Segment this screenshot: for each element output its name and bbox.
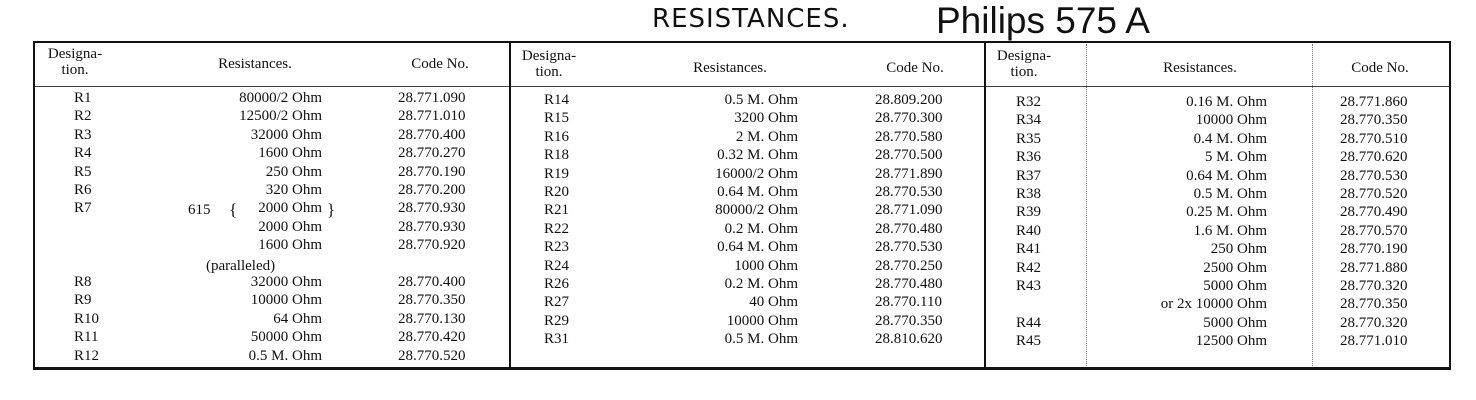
code-cell: 28.770.350 <box>398 292 466 309</box>
designation-cell: R44 <box>1016 314 1042 331</box>
code-cell: 28.770.930 <box>398 218 466 235</box>
designation-cell: R32 <box>1016 94 1042 110</box>
designation-cell: R40 <box>1016 222 1042 239</box>
header-designation-text: Designa- tion. <box>996 48 1052 80</box>
code-cell: 28.770.500 <box>875 147 943 164</box>
code-cell: 28.770.400 <box>398 126 466 143</box>
resistance-cell: 16000/2 Ohm <box>715 165 798 182</box>
code-cell: 28.770.530 <box>1340 167 1408 184</box>
column-rule <box>1312 44 1313 366</box>
code-cell: 28.770.350 <box>1340 112 1408 129</box>
resistance-cell: 32000 Ohm <box>250 126 322 143</box>
designation-cell: R35 <box>1016 130 1042 147</box>
page-title: RESISTANCES. <box>652 4 850 34</box>
resistance-cell: 2 M. Ohm <box>735 128 798 145</box>
header-code: Code No. <box>411 56 469 72</box>
resistance-cell: 1.6 M. Ohm <box>1193 222 1267 239</box>
code-cell: 28.770.320 <box>1340 278 1408 294</box>
resistance-cell: 5000 Ohm <box>1203 278 1267 294</box>
resistance-cell: 1600 Ohm <box>258 237 322 254</box>
code-cell: 28.770.520 <box>398 347 466 364</box>
designation-cell: R23 <box>544 239 570 256</box>
header-rule-1 <box>35 86 509 87</box>
code-cell: 28.770.520 <box>1340 186 1408 202</box>
designation-cell: R4 <box>74 145 92 162</box>
resistance-cell: 40 Ohm <box>749 294 798 311</box>
brace-icon: { <box>229 200 238 219</box>
header-resistances: Resistances. <box>218 56 292 72</box>
designation-cell: R42 <box>1016 259 1042 276</box>
designation-cell: R22 <box>544 220 570 237</box>
resistance-cell: 50000 Ohm <box>250 329 322 346</box>
resistance-cell: 0.5 M. Ohm <box>1193 186 1267 202</box>
resistance-cell: 12500/2 Ohm <box>239 108 322 125</box>
designation-cell: R5 <box>74 163 92 180</box>
code-cell: 28.770.480 <box>875 220 943 237</box>
code-cell: 28.770.510 <box>1340 130 1408 147</box>
model-title: Philips 575 A <box>936 0 1150 41</box>
resistance-cell: 0.5 M. Ohm <box>724 92 798 108</box>
code-cell: 28.770.490 <box>1340 204 1408 221</box>
designation-cell: R29 <box>544 312 570 329</box>
designation-cell: R37 <box>1016 167 1042 184</box>
designation-cell: R10 <box>74 310 100 327</box>
code-cell: 28.770.190 <box>1340 241 1408 258</box>
header-resistances: Resistances. <box>1163 60 1237 76</box>
code-cell: 28.809.200 <box>875 92 943 108</box>
designation-cell: R34 <box>1016 112 1042 129</box>
resistance-cell: 0.64 M. Ohm <box>717 239 798 256</box>
resistance-cell: 0.32 M. Ohm <box>717 147 798 164</box>
designation-cell: R1 <box>74 90 92 106</box>
code-cell: 28.770.130 <box>398 310 466 327</box>
panel-divider-2 <box>984 41 986 370</box>
code-cell: 28.770.300 <box>875 110 943 127</box>
resistance-cell: 0.2 M. Ohm <box>724 220 798 237</box>
resistance-cell: 2500 Ohm <box>1203 259 1267 276</box>
resistance-cell: 0.64 M. Ohm <box>717 184 798 200</box>
resistance-cell: 5000 Ohm <box>1203 314 1267 331</box>
code-cell: 28.770.930 <box>398 200 466 217</box>
designation-cell: R20 <box>544 184 570 200</box>
designation-cell: R26 <box>544 276 570 292</box>
code-cell: 28.770.530 <box>875 184 943 200</box>
resistance-cell: 1000 Ohm <box>734 257 798 274</box>
designation-cell: R6 <box>74 182 92 198</box>
resistance-cell: 80000/2 Ohm <box>239 90 322 106</box>
resistance-cell: 32000 Ohm <box>250 274 322 290</box>
header-rule-2 <box>511 86 984 87</box>
resistance-cell: 10000 Ohm <box>1195 112 1267 129</box>
header-designation <box>993 48 1055 80</box>
header-designation-text: Designa- tion. <box>47 46 103 78</box>
column-rule <box>1086 44 1087 366</box>
resistance-cell: 12500 Ohm <box>1195 333 1267 350</box>
resistance-cell: 250 Ohm <box>265 163 322 180</box>
code-cell: 28.771.010 <box>1340 333 1408 350</box>
resistance-cell: 0.64 M. Ohm <box>1186 167 1267 184</box>
code-cell: 28.771.010 <box>398 108 466 125</box>
resistance-cell: 0.2 M. Ohm <box>724 276 798 292</box>
code-cell: 28.770.400 <box>398 274 466 290</box>
code-cell: 28.771.090 <box>398 90 466 106</box>
designation-cell: R9 <box>74 292 92 309</box>
code-cell: 28.770.920 <box>398 237 466 254</box>
code-cell: 28.771.880 <box>1340 259 1408 276</box>
code-cell: 28.770.420 <box>398 329 466 346</box>
code-cell: 28.770.350 <box>1340 296 1408 313</box>
designation-cell: R11 <box>74 329 99 346</box>
code-cell: 28.770.110 <box>875 294 942 311</box>
designation-cell: R31 <box>544 331 570 348</box>
designation-cell: R24 <box>544 257 570 274</box>
r7-prefix: 615 <box>188 202 211 218</box>
designation-cell: R36 <box>1016 149 1042 166</box>
designation-cell: R7 <box>74 200 92 217</box>
code-cell: 28.810.620 <box>875 331 943 348</box>
code-cell: 28.770.620 <box>1340 149 1408 166</box>
resistance-cell: 2000 Ohm <box>258 200 322 217</box>
resistance-cell: 1600 Ohm <box>258 145 322 162</box>
code-cell: 28.770.200 <box>398 182 466 198</box>
resistance-cell: 3200 Ohm <box>734 110 798 127</box>
designation-cell: R14 <box>544 92 570 108</box>
panel-divider-1 <box>509 41 511 370</box>
header-designation <box>44 46 106 78</box>
resistance-cell: 0.25 M. Ohm <box>1186 204 1267 221</box>
code-cell: 28.770.530 <box>875 239 943 256</box>
code-cell: 28.770.480 <box>875 276 943 292</box>
designation-cell: R38 <box>1016 186 1042 202</box>
designation-cell: R15 <box>544 110 570 127</box>
designation-cell: R43 <box>1016 278 1042 294</box>
designation-cell: R18 <box>544 147 570 164</box>
resistance-cell: 320 Ohm <box>265 182 322 198</box>
designation-cell: R16 <box>544 128 570 145</box>
resistance-cell: 10000 Ohm <box>726 312 798 329</box>
designation-cell: R19 <box>544 165 570 182</box>
resistance-cell: 2000 Ohm <box>258 218 322 235</box>
designation-cell: R12 <box>74 347 100 364</box>
code-cell: 28.770.350 <box>875 312 943 329</box>
resistance-cell: 10000 Ohm <box>250 292 322 309</box>
resistance-cell: or 2x 10000 Ohm <box>1160 296 1267 313</box>
code-cell: 28.770.250 <box>875 257 943 274</box>
designation-cell: R2 <box>74 108 92 125</box>
header-code: Code No. <box>886 60 944 76</box>
code-cell: 28.771.090 <box>875 202 943 219</box>
code-cell: 28.770.580 <box>875 128 943 145</box>
code-cell: 28.770.570 <box>1340 222 1408 239</box>
designation-cell: R8 <box>74 274 92 290</box>
resistance-cell: 80000/2 Ohm <box>715 202 798 219</box>
designation-cell: R3 <box>74 126 92 143</box>
code-cell: 28.770.320 <box>1340 314 1408 331</box>
header-rule-3 <box>986 86 1449 87</box>
brace-icon: } <box>327 200 336 219</box>
designation-cell: R45 <box>1016 333 1042 350</box>
designation-cell: R39 <box>1016 204 1042 221</box>
designation-cell: R41 <box>1016 241 1042 258</box>
header-designation <box>518 48 580 80</box>
resistance-cell: 0.5 M. Ohm <box>248 347 322 364</box>
resistance-cell: 64 Ohm <box>273 310 322 327</box>
resistance-cell: 0.4 M. Ohm <box>1193 130 1267 147</box>
code-cell: 28.770.190 <box>398 163 466 180</box>
resistance-cell: 0.5 M. Ohm <box>724 331 798 348</box>
paralleled-note: (paralleled) <box>206 258 276 274</box>
header-designation-text: Designa- tion. <box>521 48 577 80</box>
designation-cell: R21 <box>544 202 570 219</box>
resistance-cell: 0.16 M. Ohm <box>1186 94 1267 110</box>
header-code: Code No. <box>1351 60 1409 76</box>
resistance-cell: 250 Ohm <box>1210 241 1267 258</box>
code-cell: 28.771.890 <box>875 165 943 182</box>
code-cell: 28.770.270 <box>398 145 466 162</box>
header-resistances: Resistances. <box>693 60 767 76</box>
designation-cell: R27 <box>544 294 570 311</box>
resistance-cell: 5 M. Ohm <box>1204 149 1267 166</box>
code-cell: 28.771.860 <box>1340 94 1408 110</box>
